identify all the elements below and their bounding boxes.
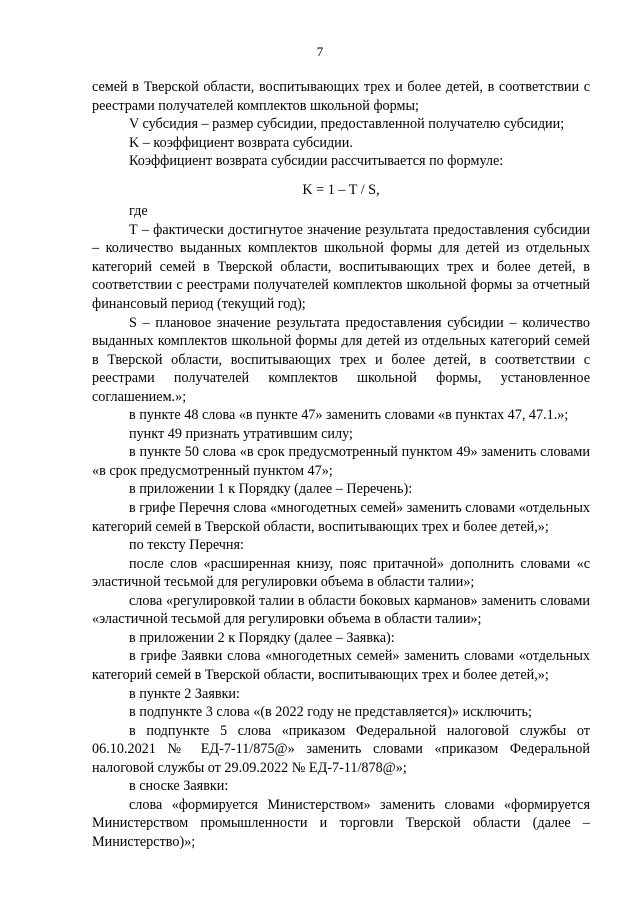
paragraph: после слов «расширенная книзу, пояс притачной» дополнить словами «с эластичной тесьмой для регулировки объема в области талии»; (92, 555, 590, 591)
paragraph: пункт 49 признать утратившим силу; (129, 425, 353, 442)
paragraph: в грифе Заявки слова «многодетных семей» заменить словами «отдельных категорий семей в Тверской области, воспитывающих трех и более детей,»; (92, 648, 590, 683)
document-body (92, 78, 590, 851)
paragraph: V субсидия – размер субсидии, предоставленной получателю субсидии; (129, 116, 565, 133)
page-number: 7 (316, 44, 324, 59)
paragraph: в приложении 2 к Порядку (далее – Заявка): (129, 629, 395, 646)
paragraph: в подпункте 3 слова «(в 2022 году не представляется)» исключить; (129, 704, 532, 721)
paragraph: Коэффициент возврата субсидии рассчитывается по формуле: (129, 153, 504, 170)
paragraph: слова «формируется Министерством» заменить словами «формируется Министерством промышленности и торговли Тверской области (далее – Министерство)»; (92, 796, 590, 850)
formula: K = 1 – T / S, (302, 181, 380, 198)
paragraph: семей в Тверской области, воспитывающих трех и более детей, в соответствии с реестрами получателей комплектов школьной формы; (92, 79, 590, 114)
paragraph: K – коэффициент возврата субсидии. (129, 134, 353, 151)
paragraph: S – плановое значение результата предоставления субсидии – количество выданных комплектов школьной формы для детей из отдельных категорий семей в Тверской области, воспитывающих трех и более детей, в соответствии с реестрами получателей комплектов школьной формы, установленное соглашением.»; (92, 314, 590, 405)
paragraph: где (129, 203, 148, 220)
paragraph: по тексту Перечня: (129, 537, 244, 554)
paragraph: слова «регулировкой талии в области боковых карманов» заменить словами «эластичной тесьмой для регулировки объема в области талии»; (92, 592, 590, 628)
paragraph: в пункте 48 слова «в пункте 47» заменить словами «в пунктах 47, 47.1.»; (129, 407, 569, 424)
paragraph: в подпункте 5 слова «приказом Федеральной налоговой службы от 06.10.2021 № ЕД-7-11/875@» заменить словами «приказом Федеральной налоговой службы от 29.09.2022 № ЕД-7-11/878@»; (92, 722, 590, 776)
paragraph: в пункте 2 Заявки: (129, 685, 240, 702)
paragraph: в сноске Заявки: (129, 778, 229, 795)
paragraph: T – фактически достигнутое значение результата предоставления субсидии – количество выданных комплектов школьной формы для детей из отдельных категорий семей в Тверской области, воспитывающих трех и более детей, в соответствии с реестрами получателей комплектов школьной формы за отчетный финансовый период (текущий год); (92, 221, 590, 313)
paragraph: в грифе Перечня слова «многодетных семей» заменить словами «отдельных категорий семей в Тверской области, воспитывающих трех и более детей,»; (92, 500, 590, 535)
paragraph: в пункте 50 слова «в срок предусмотренный пунктом 49» заменить словами «в срок предусмотренный пунктом 47»; (92, 444, 590, 479)
paragraph: в приложении 1 к Порядку (далее – Перечень): (129, 481, 413, 498)
